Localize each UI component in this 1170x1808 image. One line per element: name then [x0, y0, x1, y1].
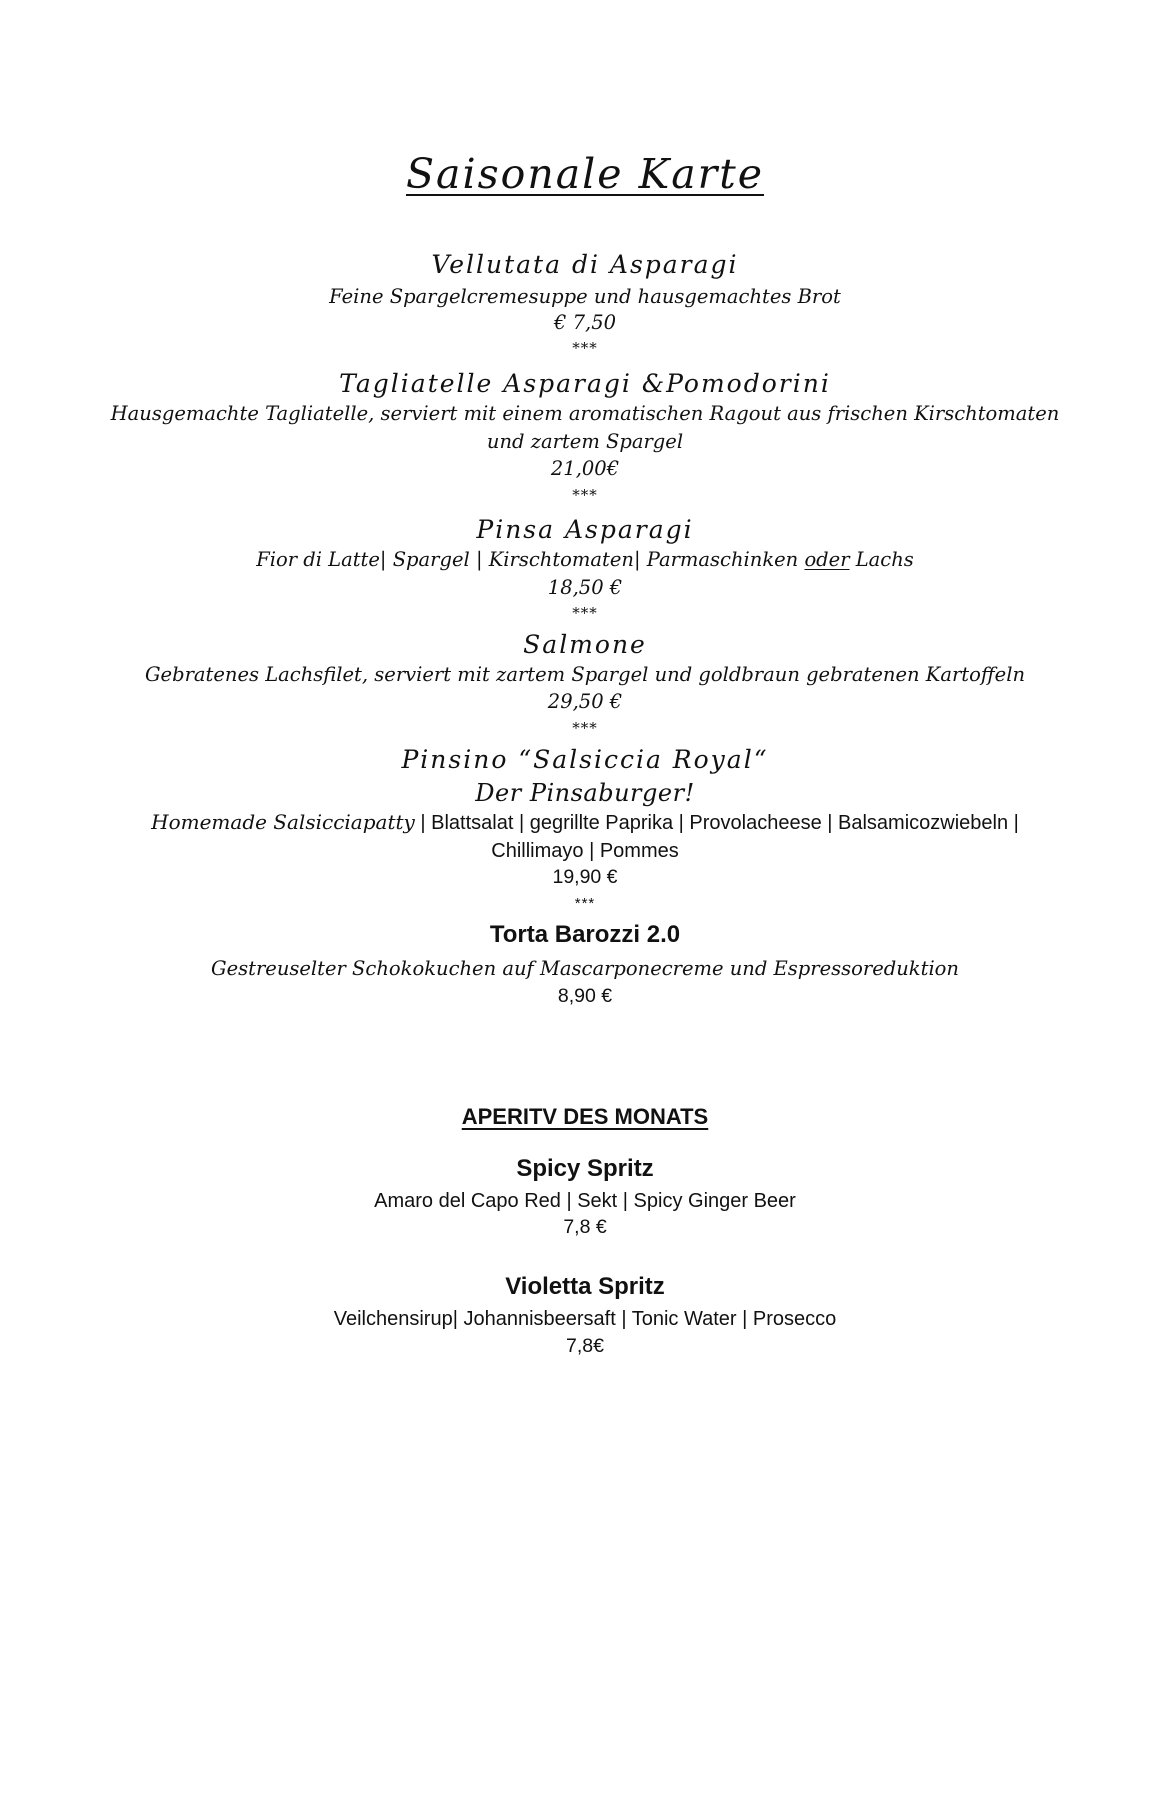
dish-description: Gebratenes Lachsfilet, serviert mit zartem Spargel und goldbraun gebratenen Kartoffeln [144, 663, 1026, 686]
separator: *** [574, 895, 596, 912]
description-italic: Homemade Salsicciapatty [151, 810, 415, 834]
dish-price: € 7,50 [553, 311, 617, 334]
page-title: Saisonale Karte [405, 150, 765, 198]
description-underlined: oder [804, 548, 850, 571]
dish-price: 29,50 € [547, 690, 623, 713]
dish-price: 21,00€ [550, 457, 620, 480]
dish-name: Pinsino “Salsiccia Royal“ [401, 745, 769, 774]
dish-description: Feine Spargelcremesuppe und hausgemachtes Brot [329, 285, 841, 308]
dish-price: 19,90 € [552, 866, 618, 888]
dish-name: Torta Barozzi 2.0 [489, 921, 681, 948]
drink-name: Violetta Spritz [505, 1273, 665, 1300]
dish-description [0, 546, 1170, 574]
dish-price: 8,90 € [557, 985, 613, 1007]
drink-price: 7,8 € [563, 1216, 607, 1238]
dish-description: und zartem Spargel [486, 430, 684, 453]
dish-subtitle: Der Pinsaburger! [475, 779, 695, 807]
separator: *** [572, 486, 598, 504]
drink-price: 7,8€ [566, 1335, 604, 1357]
dish-name: Vellutata di Asparagi [431, 250, 739, 279]
dish-description: Hausgemachte Tagliatelle, serviert mit einem aromatischen Ragout aus frischen Kirschtomaten [110, 402, 1060, 425]
description-text: Fior di Latte| Spargel | Kirschtomaten| Parmaschinken [256, 548, 805, 571]
dish-description [0, 808, 1170, 837]
description-text: Lachs [849, 548, 914, 571]
dish-name: Pinsa Asparagi [476, 515, 694, 544]
drink-ingredients: Amaro del Capo Red | Sekt | Spicy Ginger Beer [374, 1190, 796, 1212]
dish-description: Chillimayo | Pommes [491, 840, 679, 862]
section-heading: APERITV DES MONATS [461, 1104, 709, 1129]
separator: *** [572, 604, 598, 622]
dish-price: 18,50 € [547, 576, 623, 599]
description-text: | Blattsalat | gegrillte Paprika | Provolacheese | Balsamicozwiebeln | [414, 812, 1019, 834]
drink-name: Spicy Spritz [516, 1155, 654, 1182]
dish-description: Gestreuselter Schokokuchen auf Mascarponecreme und Espressoreduktion [211, 957, 959, 980]
separator: *** [572, 339, 598, 357]
separator: *** [572, 719, 598, 737]
dish-name: Tagliatelle Asparagi &Pomodorini [339, 369, 831, 398]
dish-name: Salmone [523, 630, 647, 659]
drink-ingredients: Veilchensirup| Johannisbeersaft | Tonic Water | Prosecco [333, 1308, 837, 1330]
